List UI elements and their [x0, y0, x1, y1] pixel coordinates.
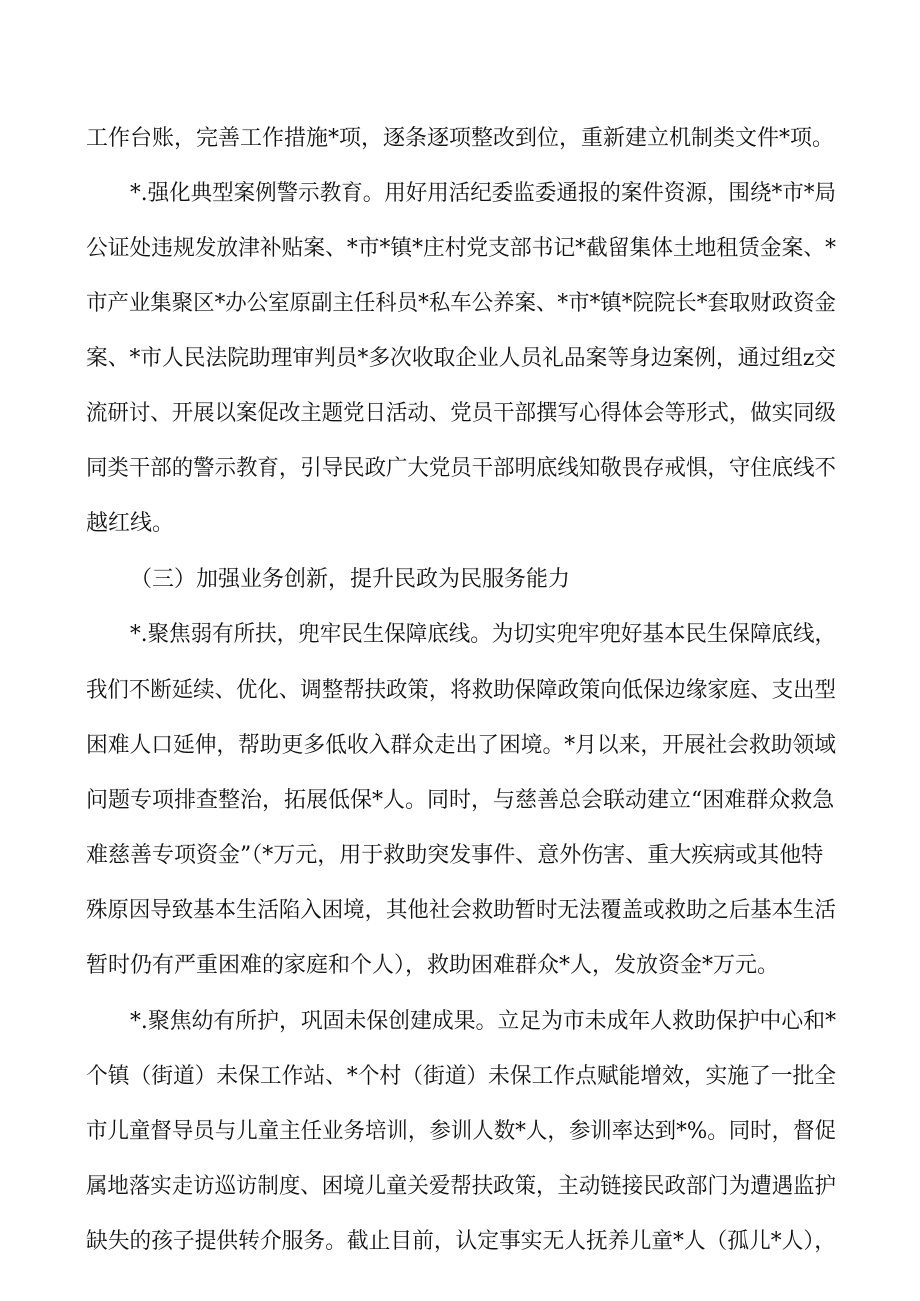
line-text: 公证处违规发放津补贴案、*市*镇*庄村党支部书记*截留集体土地租赁金案、* [86, 236, 836, 261]
section-heading [0, 565, 920, 595]
text-line [0, 1062, 920, 1092]
line-text: 市儿童督导员与儿童主任业务培训，参训人数*人，参训率达到*%。同时，督促 [86, 1119, 836, 1144]
line-text: 暂时仍有严重困难的家庭和个人），救助困难群众*人，发放资金*万元。 [86, 953, 780, 978]
text-line [0, 731, 920, 761]
text-line [0, 234, 920, 264]
line-text: 殊原因导致基本生活陷入困境，其他社会救助暂时无法覆盖或救助之后基本生活 [86, 898, 836, 923]
text-line [0, 289, 920, 319]
text-line [0, 951, 920, 981]
text-line [0, 509, 920, 539]
heading-text: （三）加强业务创新，提升民政为民服务能力 [130, 567, 571, 592]
text-line [0, 1227, 920, 1257]
text-line [0, 1172, 920, 1202]
text-line [0, 841, 920, 871]
line-text: 缺失的孩子提供转介服务。截止目前，认定事实无人抚养儿童*人（孤儿*人）， [86, 1229, 836, 1254]
text-line [0, 786, 920, 816]
line-text: *.聚焦幼有所护，巩固未保创建成果。立足为市未成年人救助保护中心和* [130, 1009, 836, 1034]
text-line [0, 676, 920, 706]
line-text: 工作台账，完善工作措施*项，逐条逐项整改到位，重新建立机制类文件*项。 [86, 126, 835, 151]
line-text: *.强化典型案例警示教育。用好用活纪委监委通报的案件资源，围绕*市*局 [130, 181, 836, 206]
text-line [0, 896, 920, 926]
line-text: 越红线。 [86, 511, 175, 536]
text-line [0, 344, 920, 374]
line-text: 个镇（街道）未保工作站、*个村（街道）未保工作点赋能增效，实施了一批全 [86, 1064, 836, 1089]
text-line [0, 399, 920, 429]
text-line [0, 1007, 920, 1037]
line-text: 难慈善专项资金”（*万元，用于救助突发事件、意外伤害、重大疾病或其他特 [86, 843, 824, 868]
line-text: 问题专项排查整治，拓展低保*人。同时，与慈善总会联动建立“困难群众救急 [86, 788, 835, 813]
line-text: 流研讨、开展以案促改主题党日活动、党员干部撰写心得体会等形式，做实同级 [86, 401, 836, 426]
line-text: 案、*市人民法院助理审判员*多次收取企业人员礼品案等身边案例，通过组z交 [86, 346, 836, 371]
text-line [0, 620, 920, 650]
line-text: 我们不断延续、优化、调整帮扶政策，将救助保障政策向低保边缘家庭、支出型 [86, 678, 836, 703]
text-line [0, 454, 920, 484]
text-line [0, 1117, 920, 1147]
line-text: 属地落实走访巡访制度、困境儿童关爱帮扶政策，主动链接民政部门为遭遇监护 [86, 1174, 836, 1199]
text-line [0, 124, 920, 154]
line-text: 困难人口延伸，帮助更多低收入群众走出了困境。*月以来，开展社会救助领域 [86, 733, 836, 758]
line-text: *.聚焦弱有所扶，兜牢民生保障底线。为切实兜牢兜好基本民生保障底线， [130, 622, 836, 647]
line-text: 同类干部的警示教育，引导民政广大党员干部明底线知敬畏存戒惧，守住底线不 [86, 456, 836, 481]
text-line [0, 179, 920, 209]
line-text: 市产业集聚区*办公室原副主任科员*私车公养案、*市*镇*院院长*套取财政资金 [86, 291, 836, 316]
